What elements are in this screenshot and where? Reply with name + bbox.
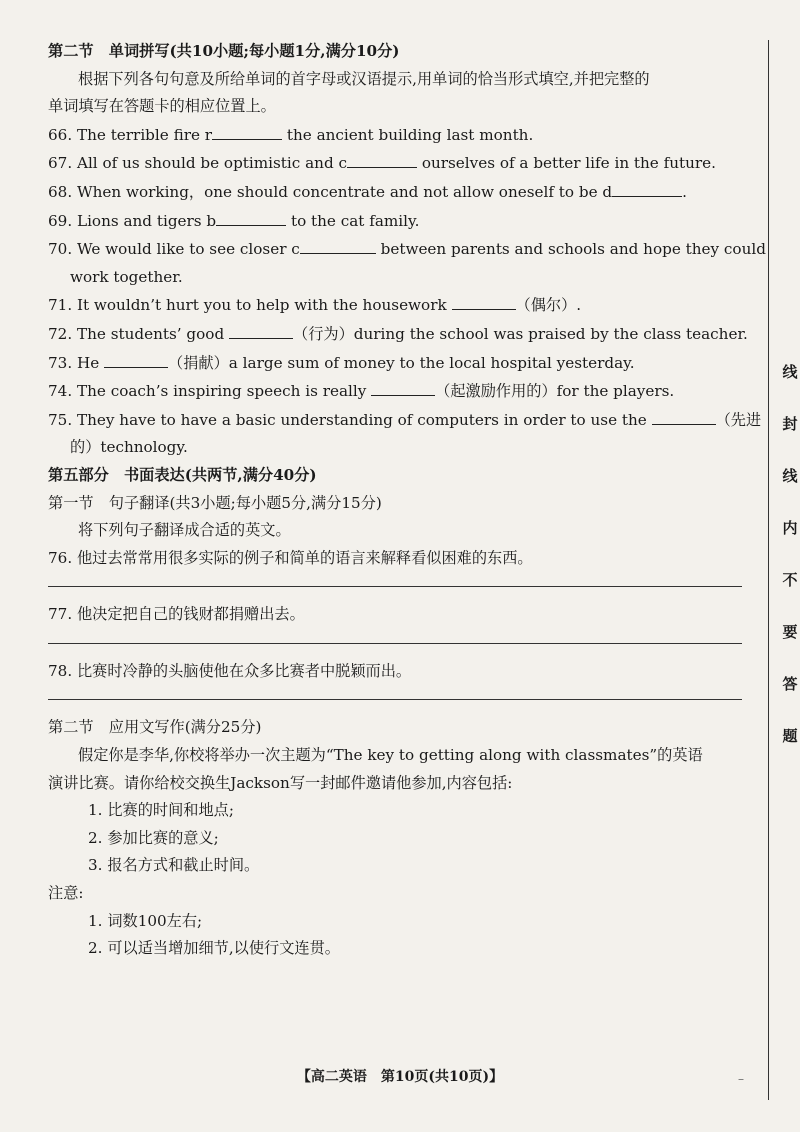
binding-char: 封 [782,415,798,433]
page-footer: 【高二英语 第10页(共10页)】 [296,1069,504,1085]
question-75-cont: 的）technology. [70,438,188,457]
binding-char: 答 [782,675,798,693]
note-item: 1. 词数100左右; [88,911,203,930]
binding-char: 内 [782,519,798,537]
binding-char: 题 [782,727,798,745]
notes-label: 注意: [48,884,84,903]
answer-blank[interactable] [612,178,682,197]
writing-prompt-cont: 演讲比赛。请你给校交换生Jackson写一封邮件邀请他参加,内容包括: [48,773,513,792]
question-77: 77. 他决定把自己的钱财都捐赠出去。 [48,605,305,624]
answer-blank[interactable] [104,349,168,368]
binding-char: 不 [782,571,798,589]
question-69: 69. Lions and tigers b to the cat family. [48,207,748,236]
question-72: 72. The students’ good （行为）during the school was praised by the class teacher. [48,320,748,349]
writing-prompt: 假定你是李华,你校将举办一次主题为“The key to getting along with classmates”的英语 [78,746,703,765]
question-71: 71. It wouldn’t hurt you to help with the housework （偶尔）. [48,291,748,320]
answer-blank[interactable] [300,235,376,254]
answer-blank[interactable] [452,291,516,310]
binding-char: 线 [782,467,798,485]
content-item: 2. 参加比赛的意义; [88,828,219,847]
question-70: 70. We would like to see closer c between parents and schools and hope they could [48,235,748,264]
question-70-cont: work together. [70,267,183,286]
translation-answer-line[interactable] [48,629,742,644]
section2-heading: 第二节 单词拼写(共10小题;每小题1分,满分10分) [48,42,400,60]
question-76: 76. 他过去常常用很多实际的例子和简单的语言来解释看似困难的东西。 [48,548,533,567]
translation-answer-line[interactable] [48,685,742,700]
question-67: 67. All of us should be optimistic and c ourselves of a better life in the future. [48,149,748,178]
answer-blank[interactable] [347,149,417,168]
binding-line [768,40,769,1100]
note-item: 2. 可以适当增加细节,以使行文连贯。 [88,939,340,958]
question-66: 66. The terrible fire r the ancient building last month. [48,121,748,150]
binding-char: 线 [782,363,798,381]
answer-blank[interactable] [652,406,716,425]
answer-blank[interactable] [216,207,286,226]
binding-warning [780,346,800,762]
content-item: 3. 报名方式和截止时间。 [88,856,260,875]
answer-blank[interactable] [212,121,282,140]
question-78: 78. 比赛时冷静的头脑使他在众多比赛者中脱颖而出。 [48,661,412,680]
answer-blank[interactable] [371,377,435,396]
question-68: 68. When working，one should concentrate and not allow oneself to be d . [48,178,748,207]
page-content [48,38,766,963]
question-73: 73. He （捐献）a large sum of money to the local hospital yesterday. [48,349,748,378]
section2-instruction: 根据下列各句句意及所给单词的首字母或汉语提示,用单词的恰当形式填空,并把完整的 [78,69,650,88]
question-74: 74. The coach’s inspiring speech is really （起激励作用的）for the players. [48,377,748,406]
section2-instruction-cont: 单词填写在答题卡的相应位置上。 [48,97,276,116]
translation-answer-line[interactable] [48,572,742,587]
question-75: 75. They have to have a basic understanding of computers in order to use the （先进 [48,406,748,435]
binding-char: 要 [782,623,798,641]
part5-section1-instruction: 将下列句子翻译成合适的英文。 [78,521,291,540]
part5-section1-heading: 第一节 句子翻译(共3小题;每小题5分,满分15分) [48,493,382,512]
part5-section2-heading: 第二节 应用文写作(满分25分) [48,718,262,737]
content-item: 1. 比赛的时间和地点; [88,801,234,820]
answer-blank[interactable] [229,320,293,339]
part5-heading: 第五部分 书面表达(共两节,满分40分) [48,465,317,484]
footer-dash: – [738,1072,744,1086]
